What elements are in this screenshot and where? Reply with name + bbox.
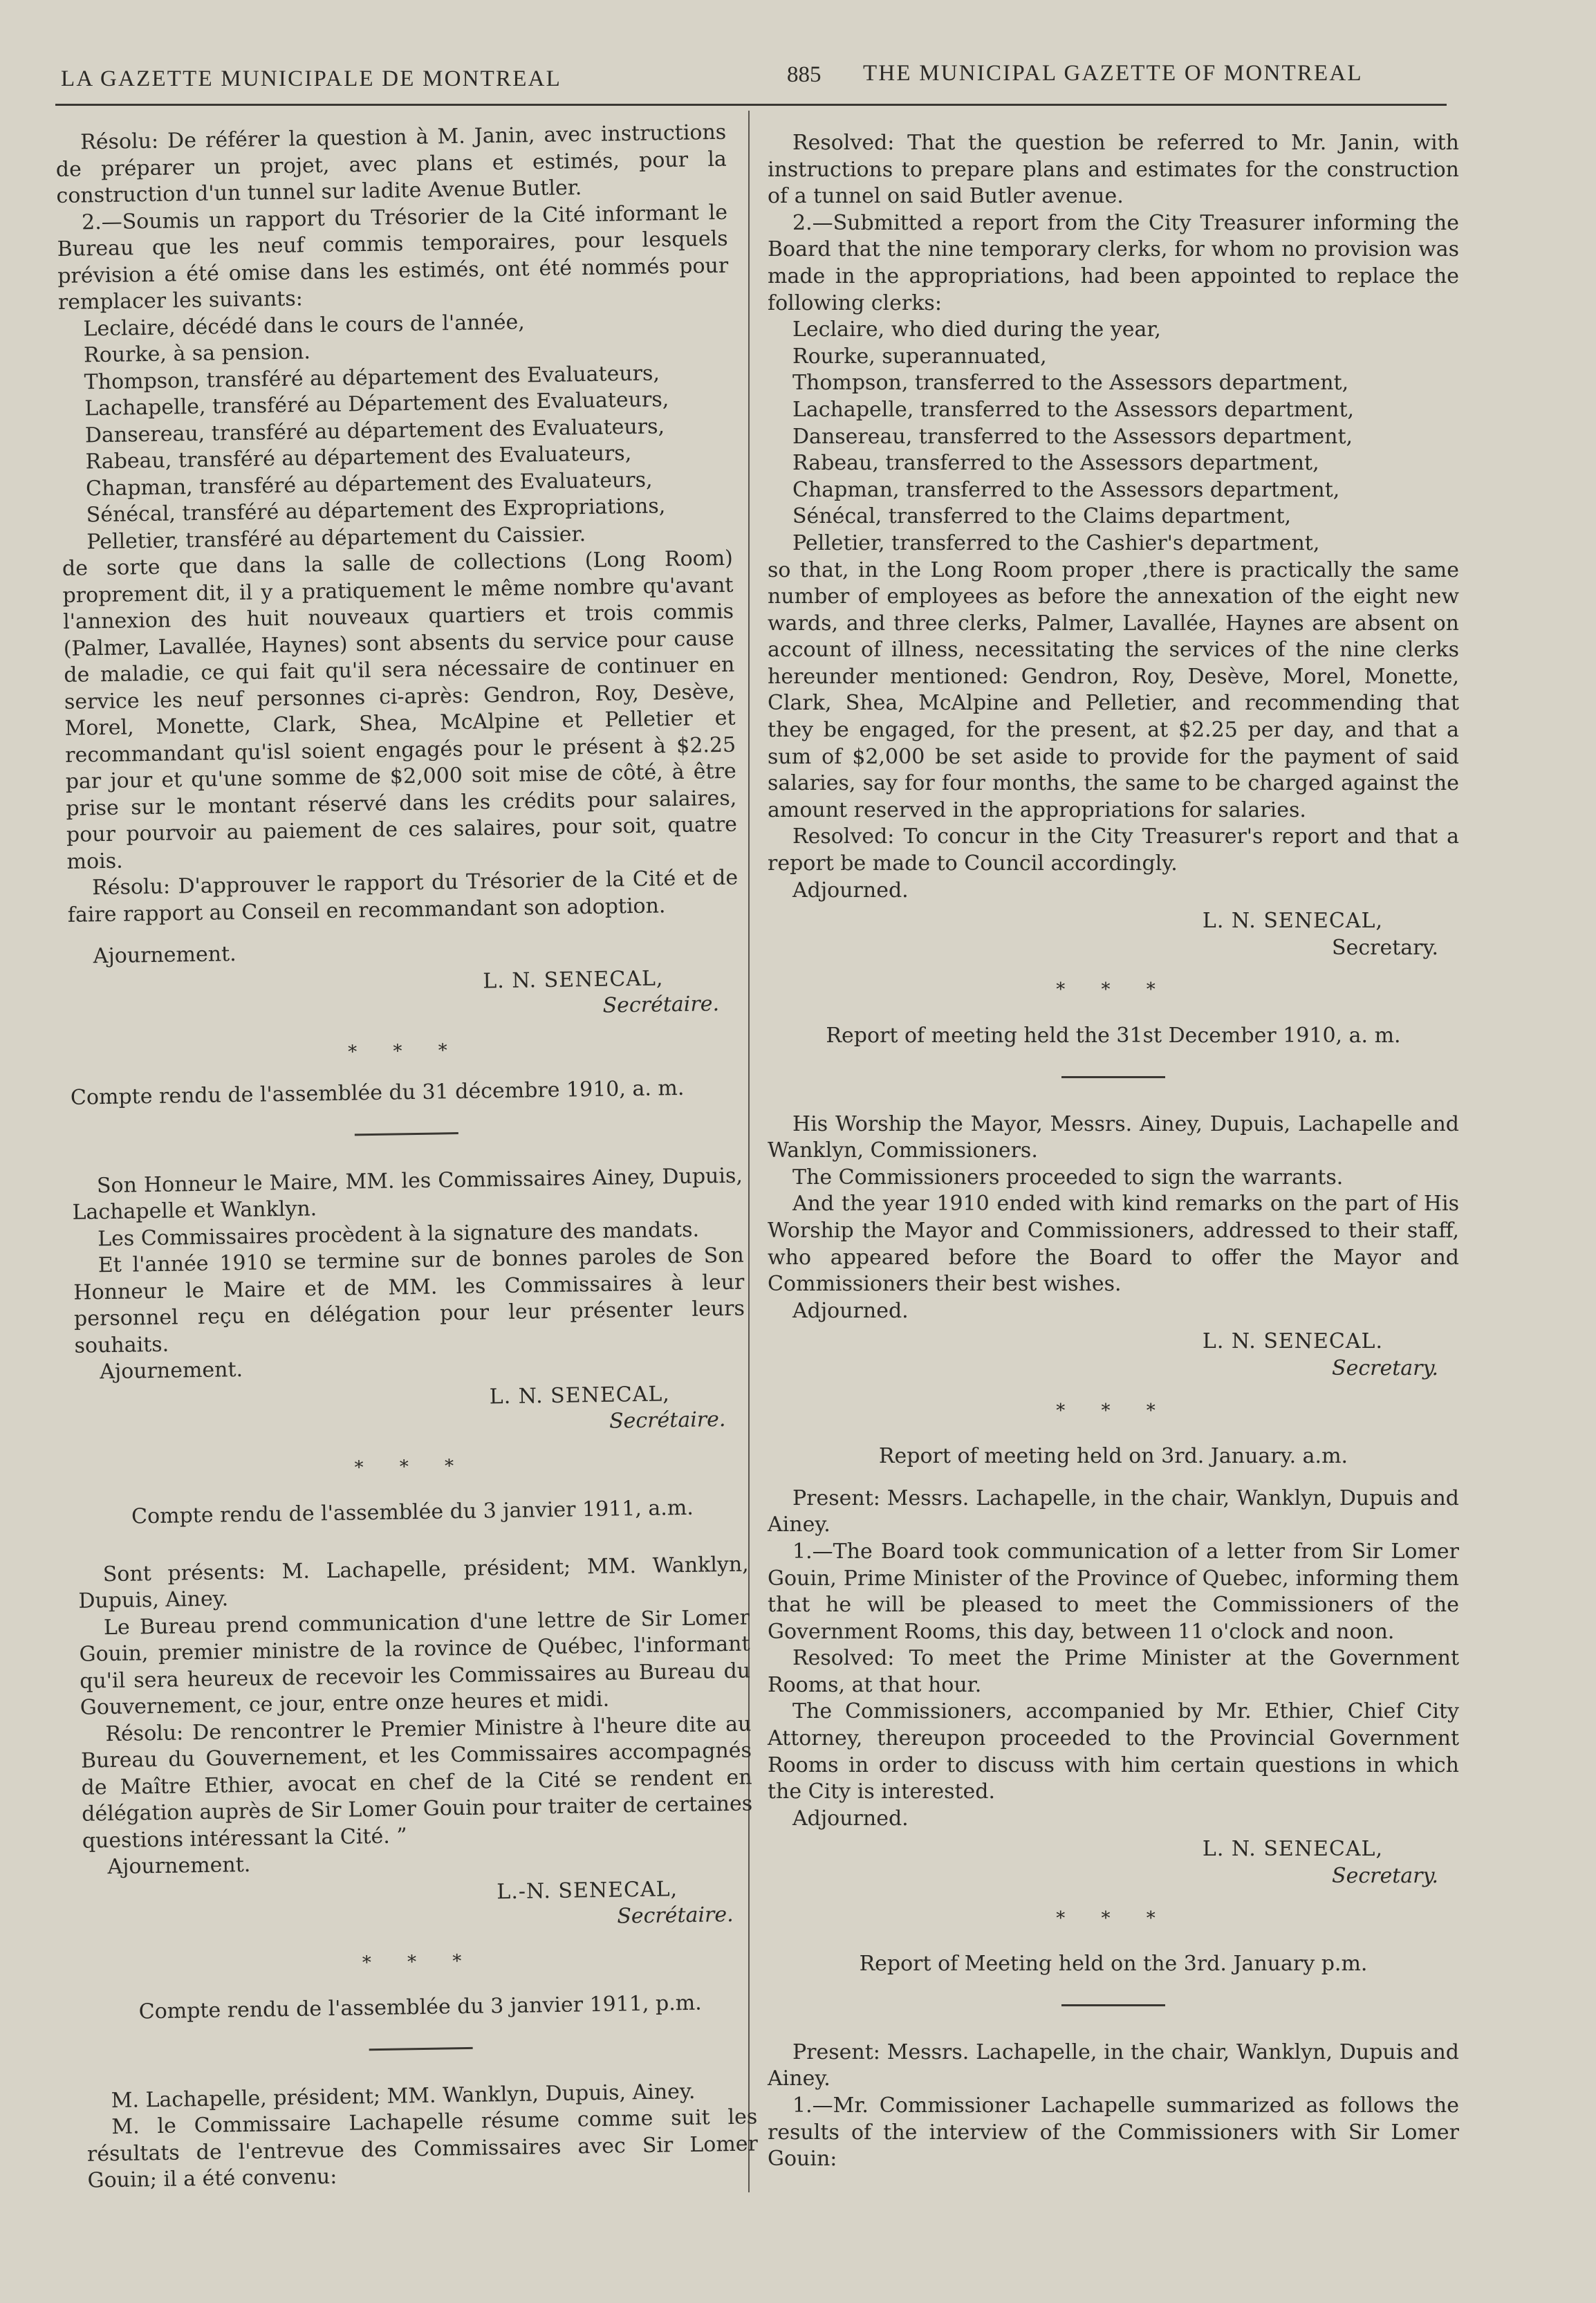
section-separator: * * * bbox=[354, 1455, 470, 1478]
list-item: Pelletier, transferred to the Cashier's department, bbox=[792, 530, 1320, 555]
list-item: Pelletier, transféré au département du Caissier. bbox=[86, 521, 586, 554]
section-separator: * * * bbox=[1056, 1400, 1171, 1421]
signature-title: Secrétaire. bbox=[609, 1407, 726, 1434]
fr-adjournment: Ajournement. bbox=[93, 942, 236, 969]
en-present: Present: Messrs. Lachapelle, in the chair, Wanklyn, Dupuis and Ainey. bbox=[768, 2040, 1459, 2091]
french-column bbox=[55, 120, 759, 2194]
signature-title: Secretary. bbox=[1332, 935, 1438, 960]
list-item: Thompson, transferred to the Assessors department, bbox=[792, 371, 1349, 396]
signature-name: L. N. SENECAL, bbox=[489, 1381, 671, 1409]
fr-signature bbox=[83, 1875, 734, 1939]
signature-name: L.-N. SENECAL, bbox=[497, 1876, 678, 1904]
fr-treasurer-report: 2.—Soumis un rapport du Trésorier de la Cité informant le Bureau que les neuf commis temporaires, pour lesquels prévision a été omise dans les estimés, ont été nommés pour remplacer les suivants: bbox=[57, 200, 729, 315]
en-adjournment: Adjourned. bbox=[792, 1298, 909, 1323]
list-item: Rabeau, transferred to the Assessors department, bbox=[792, 451, 1319, 476]
fr-summary: M. le Commissaire Lachapelle résume comme suit les résultats de l'entrevue des Commissaires avec Sir Lomer Gouin; il a été convenu: bbox=[86, 2105, 759, 2193]
en-adjournment: Adjourned. bbox=[792, 1806, 909, 1831]
fr-clerk-list bbox=[58, 306, 732, 556]
english-column bbox=[768, 130, 1459, 2173]
en-resolution-tunnel: Resolved: That the question be referred to Mr. Janin, with instructions to prepare plans and estimates for the construction of a tunnel on said Butler avenue. bbox=[768, 131, 1459, 209]
en-resolution-meet: Resolved: To meet the Prime Minister at the Government Rooms, at that hour. bbox=[768, 1646, 1459, 1697]
en-warrants: The Commissioners proceeded to sign the warrants. bbox=[792, 1165, 1344, 1190]
fr-letter: Le Bureau prend communication d'une lettre de Sir Lomer Gouin, premier ministre de la rovince de Québec, l'informant qu'il sera heureux de recevoir les Commissaires au Bureau du Gouvernement, ce jour, entre onze heures et midi. bbox=[79, 1604, 751, 1720]
section-separator: * * * bbox=[1056, 1907, 1171, 1929]
fr-resolution-tunnel: Résolu: De référer la question à M. Janin, avec instructions de préparer un projet, avec plans et estimés, pour la construction d'un tunnel sur ladite Avenue Butler. bbox=[55, 120, 727, 208]
en-attendees: His Worship the Mayor, Messrs. Ainey, Dupuis, Lachapelle and Wanklyn, Commissioners. bbox=[768, 1111, 1459, 1163]
section-separator: * * * bbox=[362, 1950, 477, 1973]
fr-long-room-paragraph: de sorte que dans la salle de collections (Long Room) proprement dit, il y a pratiquement le même nombre qu'avant l'annexion des huit nouveaux quartiers et trois commis (Palmer, Lavallée, Haynes) sont absents du service pour cause de maladie, ce qui fait qu'il sera nécessaire de continuer en service les neuf personnes ci-après: Gendron, Roy, Desève, Morel, Monette, Clark, Shea, McAlpine et Pelletier et recommandant qu'isl soient engagés pour le présent à $2.25 par jour et qu'une somme de $2,000 soit mise de côté, à être prise sur le montant réservé dans les crédits pour salaires, pour pourvoir au paiement de ces salaires, pour soit, quatre mois. bbox=[62, 546, 738, 874]
signature-name: L. N. SENECAL, bbox=[483, 965, 664, 993]
section-separator: * * * bbox=[347, 1039, 463, 1063]
short-rule bbox=[1061, 2004, 1165, 2006]
signature-name: L. N. SENECAL, bbox=[1202, 1837, 1383, 1862]
fr-report-heading: Compte rendu de l'assemblée du 3 janvier 1911, p.m. bbox=[138, 1990, 702, 2024]
short-rule bbox=[1061, 1076, 1165, 1078]
list-item: Rabeau, transféré au département des Evaluateurs, bbox=[85, 441, 632, 474]
fr-adjournment: Ajournement. bbox=[99, 1357, 243, 1385]
list-item: Dansereau, transféré au département des Evaluateurs, bbox=[84, 414, 665, 447]
en-treasurer-report: 2.—Submitted a report from the City Treasurer informing the Board that the nine temporary clerks, for whom no provision was made in the appropriations, had been appointed to replace the following clerks: bbox=[768, 210, 1459, 315]
list-item: Leclaire, décédé dans le cours de l'année, bbox=[83, 309, 526, 341]
signature-name: L. N. SENECAL. bbox=[1202, 1329, 1383, 1354]
list-item: Sénécal, transferred to the Claims department, bbox=[792, 504, 1292, 529]
fr-report-heading: Compte rendu de l'assemblée du 3 janvier 1911, a.m. bbox=[131, 1495, 694, 1529]
fr-attendees: Son Honneur le Maire, MM. les Commissaires Ainey, Dupuis, Lachapelle et Wanklyn. bbox=[72, 1163, 743, 1225]
fr-resolution-meet: Résolu: De rencontrer le Premier Ministre à l'heure dite au Bureau du Gouvernement, et les Commissaires accompagnés de Maître Ethier, avocat en chef de la Cité se rendent en délégation auprès de Sir Lomer Gouin pour traiter de certaines questions intéressant la Cité. ” bbox=[80, 1711, 753, 1853]
fr-year-end: Et l'année 1910 se termine sur de bonnes paroles de Son Honneur le Maire et de MM. les Commissaires à leur personnel reçu en délégation pour leur présenter leurs souhaits. bbox=[73, 1243, 745, 1358]
list-item: Chapman, transféré au département des Evaluateurs, bbox=[85, 468, 653, 501]
fr-adjournment: Ajournement. bbox=[107, 1852, 251, 1880]
list-item: Leclaire, who died during the year, bbox=[792, 317, 1161, 342]
signature-title: Secretary. bbox=[1332, 1356, 1438, 1380]
en-resolution-concur: Resolved: To concur in the City Treasurer's report and that a report be made to Council accordingly. bbox=[768, 824, 1459, 876]
fr-signature bbox=[75, 1380, 726, 1444]
en-summary: 1.—Mr. Commissioner Lachapelle summarized as follows the results of the interview of the Commissioners with Sir Lomer Gouin: bbox=[768, 2093, 1459, 2172]
list-item: Rourke, à sa pension. bbox=[83, 340, 311, 368]
header-french-title: LA GAZETTE MUNICIPALE DE MONTREAL bbox=[61, 66, 562, 91]
section-separator: * * * bbox=[1056, 979, 1171, 1001]
en-report-heading: Report of meeting held on 3rd. January. a.m. bbox=[878, 1444, 1348, 1469]
en-clerk-list bbox=[768, 317, 1459, 557]
list-item: Sénécal, transféré au département des Expropriations, bbox=[86, 494, 666, 528]
short-rule bbox=[355, 1132, 458, 1136]
fr-resolution-approve: Résolu: D'approuver le rapport du Trésorier de la Cité et de faire rapport au Conseil en recommandant son adoption. bbox=[67, 865, 739, 927]
signature-title: Secrétaire. bbox=[617, 1902, 734, 1929]
list-item: Chapman, transferred to the Assessors department, bbox=[792, 477, 1340, 502]
list-item: Lachapelle, transferred to the Assessors department, bbox=[792, 397, 1355, 422]
fr-attendees: M. Lachapelle, président; MM. Wanklyn, Dupuis, Ainey. bbox=[111, 2079, 696, 2113]
en-letter: 1.—The Board took communication of a letter from Sir Lomer Gouin, Prime Minister of the Province of Quebec, informing them that he will be pleased to meet the Commissioners of the Government Rooms, this day, between 11 o'clock and noon. bbox=[768, 1539, 1459, 1644]
en-report-heading: Report of meeting held the 31st December 1910, a. m. bbox=[826, 1024, 1401, 1048]
en-signature bbox=[768, 1329, 1438, 1382]
en-report-heading: Report of Meeting held on the 3rd. January p.m. bbox=[859, 1952, 1368, 1977]
page-header bbox=[55, 57, 1445, 95]
fr-warrants: Les Commissaires procèdent à la signature des mandats. bbox=[97, 1217, 700, 1251]
en-adjournment: Adjourned. bbox=[792, 878, 909, 903]
en-long-room-paragraph: so that, in the Long Room proper ,there is practically the same number of employees as before the annexation of the eight new wards, and three clerks, Palmer, Lavallée, Haynes are absent on account of illness, necessitating the services of the nine clerks hereunder mentioned: Gendron, Roy, Desève, Morel, Monette, Clark, Shea, McAlpine and Pelletier, and recommending that they be engaged, for the present, at $2.25 per day, and that a sum of $2,000 be set aside to provide for the payment of said salaries, say for four months, the same to be charged against the amount reserved in the appropriations for salaries. bbox=[768, 557, 1459, 822]
fr-report-heading: Compte rendu de l'assemblée du 31 décembre 1910, a. m. bbox=[70, 1075, 685, 1110]
list-item: Rourke, superannuated, bbox=[792, 344, 1047, 369]
signature-title: Secrétaire. bbox=[602, 992, 720, 1018]
list-item: Dansereau, transferred to the Assessors department, bbox=[792, 424, 1353, 449]
list-item: Lachapelle, transféré au Département des Evaluateurs, bbox=[84, 387, 669, 421]
signature-name: L. N. SENECAL, bbox=[1202, 909, 1383, 934]
header-english-title: THE MUNICIPAL GAZETTE OF MONTREAL bbox=[863, 61, 1363, 86]
en-signature bbox=[768, 908, 1438, 961]
en-commissioners-proceed: The Commissioners, accompanied by Mr. Ethier, Chief City Attorney, thereupon proceeded to the Provincial Government Rooms in order to discuss with him certain questions in which the City is interested. bbox=[768, 1699, 1459, 1804]
fr-signature bbox=[68, 965, 719, 1028]
signature-title: Secretary. bbox=[1332, 1864, 1438, 1889]
en-present: Present: Messrs. Lachapelle, in the chair, Wanklyn, Dupuis and Ainey. bbox=[768, 1486, 1459, 1537]
header-rule bbox=[55, 104, 1447, 106]
en-year-end: And the year 1910 ended with kind remarks on the part of His Worship the Mayor and Commissioners, addressed to their staff, who appeared before the Board to offer the Mayor and Commissioners their best wishes. bbox=[768, 1192, 1459, 1297]
page-number: 885 bbox=[787, 62, 822, 87]
list-item: Thompson, transféré au département des Evaluateurs, bbox=[84, 360, 660, 394]
short-rule bbox=[369, 2046, 473, 2050]
en-signature bbox=[768, 1836, 1438, 1889]
fr-present: Sont présents: M. Lachapelle, président; MM. Wanklyn, Dupuis, Ainey. bbox=[78, 1552, 749, 1613]
